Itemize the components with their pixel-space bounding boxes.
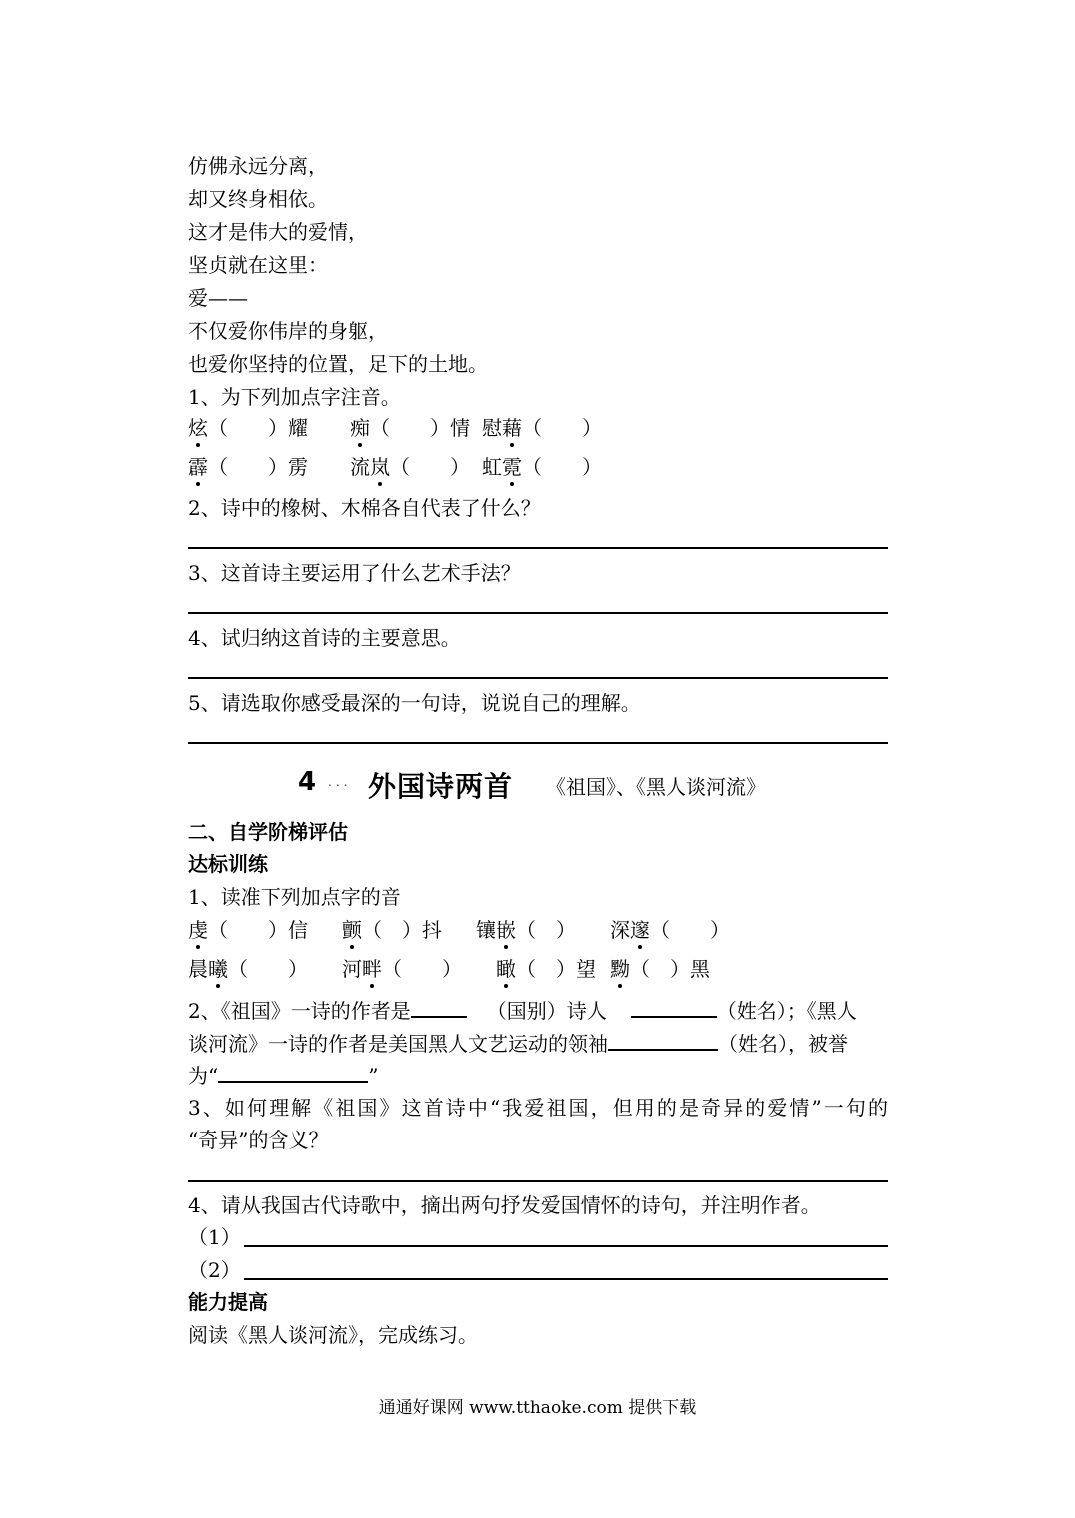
answer-line[interactable] <box>244 1245 888 1247</box>
dotted-char: 痴 <box>350 416 370 440</box>
pinyin-blank: （ ）黑 <box>630 957 710 981</box>
heading-ability: 能力提高 <box>188 1290 268 1314</box>
dotted-char: 黝 <box>610 957 630 981</box>
practice-1-label: 1、读准下列加点字的音 <box>188 885 401 909</box>
practice-2-text: 为“ <box>188 1064 219 1088</box>
practice-1-row-2 <box>188 957 710 981</box>
fill-blank-title[interactable] <box>218 1063 368 1083</box>
heading-self-study: 二、自学阶梯评估 <box>188 820 348 844</box>
dotted-char: 炫 <box>188 416 208 440</box>
pinyin-blank: （ ） <box>228 957 308 981</box>
answer-line[interactable] <box>188 547 888 549</box>
pinyin-blank: （ ）雳 <box>208 455 308 479</box>
practice-2-line-1 <box>188 998 888 1023</box>
word-char: 镶 <box>476 918 496 942</box>
dotted-char: 虔 <box>188 918 208 942</box>
question-2: 2、诗中的橡树、木棉各自代表了什么？ <box>188 496 541 520</box>
word-char: 深 <box>610 918 630 942</box>
question-1-row-1 <box>188 416 602 440</box>
fill-blank-leader-name[interactable] <box>608 1031 718 1051</box>
pinyin-blank: （ ）信 <box>208 918 308 942</box>
question-5: 5、请选取你感受最深的一句诗，说说自己的理解。 <box>188 691 641 715</box>
question-1-row-2 <box>188 455 602 479</box>
fill-blank-country[interactable] <box>411 998 467 1018</box>
poem-line-6: 不仅爱你伟岸的身躯， <box>188 319 388 343</box>
dotted-char: 岚 <box>370 455 390 479</box>
dotted-char: 颤 <box>342 918 362 942</box>
practice-3-line-2: “奇异”的含义？ <box>188 1128 329 1152</box>
page-footer: 通通好课网 www.tthaoke.com 提供下载 <box>378 1398 697 1418</box>
poem-line-1: 仿佛永远分离， <box>188 154 328 178</box>
practice-2-text: （姓名）；《黑人 <box>716 999 857 1023</box>
poem-line-4: 坚贞就在这里： <box>188 253 328 277</box>
answer-line[interactable] <box>188 742 888 744</box>
dotted-char: 霓 <box>502 455 522 479</box>
leader-dots: ... <box>328 775 352 789</box>
dotted-char: 瞰 <box>496 957 516 981</box>
answer-line[interactable] <box>244 1278 888 1280</box>
practice-4-item-1: （1） <box>188 1225 241 1249</box>
pinyin-blank: （ ）耀 <box>208 416 308 440</box>
word-char: 流 <box>350 455 370 479</box>
section-number: 4 <box>298 767 317 797</box>
dotted-char: 曦 <box>208 957 228 981</box>
question-3: 3、这首诗主要运用了什么艺术手法？ <box>188 561 521 585</box>
dotted-char: 邃 <box>630 918 650 942</box>
practice-2-text: ” <box>368 1064 379 1088</box>
word-char: 慰 <box>482 416 502 440</box>
word-char: 虹 <box>482 455 502 479</box>
poem-line-7: 也爱你坚持的位置，足下的土地。 <box>188 352 488 376</box>
practice-4-item-2: （2） <box>188 1258 241 1282</box>
practice-2-line-2 <box>188 1031 888 1056</box>
word-char: 河 <box>342 957 362 981</box>
dotted-char: 畔 <box>362 957 382 981</box>
practice-2-text: （国别）诗人 <box>486 999 607 1023</box>
answer-line[interactable] <box>188 612 888 614</box>
practice-2-text: 2、《祖国》一诗的作者是 <box>188 999 411 1023</box>
fill-blank-poet-name[interactable] <box>631 998 717 1018</box>
practice-2-text: （姓名），被誉 <box>718 1032 848 1056</box>
pinyin-blank: （ ）望 <box>516 957 596 981</box>
question-1-label: 1、为下列加点字注音。 <box>188 385 401 409</box>
pinyin-blank: （ ） <box>516 918 576 942</box>
poem-line-5: 爱—— <box>188 286 248 310</box>
poem-line-2: 却又终身相依。 <box>188 187 328 211</box>
question-4: 4、试归纳这首诗的主要意思。 <box>188 626 461 650</box>
pinyin-blank: （ ）情 <box>370 416 470 440</box>
dotted-char: 霹 <box>188 455 208 479</box>
pinyin-blank: （ ） <box>522 455 602 479</box>
section-main-title: 外国诗两首 <box>368 770 514 803</box>
practice-4-label: 4、请从我国古代诗歌中，摘出两句抒发爱国情怀的诗句，并注明作者。 <box>188 1193 821 1217</box>
pinyin-blank: （ ） <box>382 957 462 981</box>
pinyin-blank: （ ） <box>650 918 730 942</box>
practice-2-text: 谈河流》一诗的作者是美国黑人文艺运动的领袖 <box>188 1032 608 1056</box>
practice-2-line-3 <box>188 1063 378 1088</box>
section-subtitle: 《祖国》、《黑人谈河流》 <box>546 775 766 799</box>
heading-standard-training: 达标训练 <box>188 852 268 876</box>
pinyin-blank: （ ） <box>522 416 602 440</box>
answer-line[interactable] <box>188 677 888 679</box>
practice-1-row-1 <box>188 918 730 942</box>
reading-instruction: 阅读《黑人谈河流》，完成练习。 <box>188 1323 478 1347</box>
practice-3-line-1: 3、如何理解《祖国》这首诗中“我爱祖国，但用的是奇异的爱情”一句的 <box>188 1096 888 1120</box>
word-char: 晨 <box>188 957 208 981</box>
dotted-char: 藉 <box>502 416 522 440</box>
pinyin-blank: （ ） <box>390 455 470 479</box>
answer-line[interactable] <box>188 1180 888 1182</box>
poem-line-3: 这才是伟大的爱情， <box>188 220 368 244</box>
dotted-char: 嵌 <box>496 918 516 942</box>
pinyin-blank: （ ）抖 <box>362 918 442 942</box>
